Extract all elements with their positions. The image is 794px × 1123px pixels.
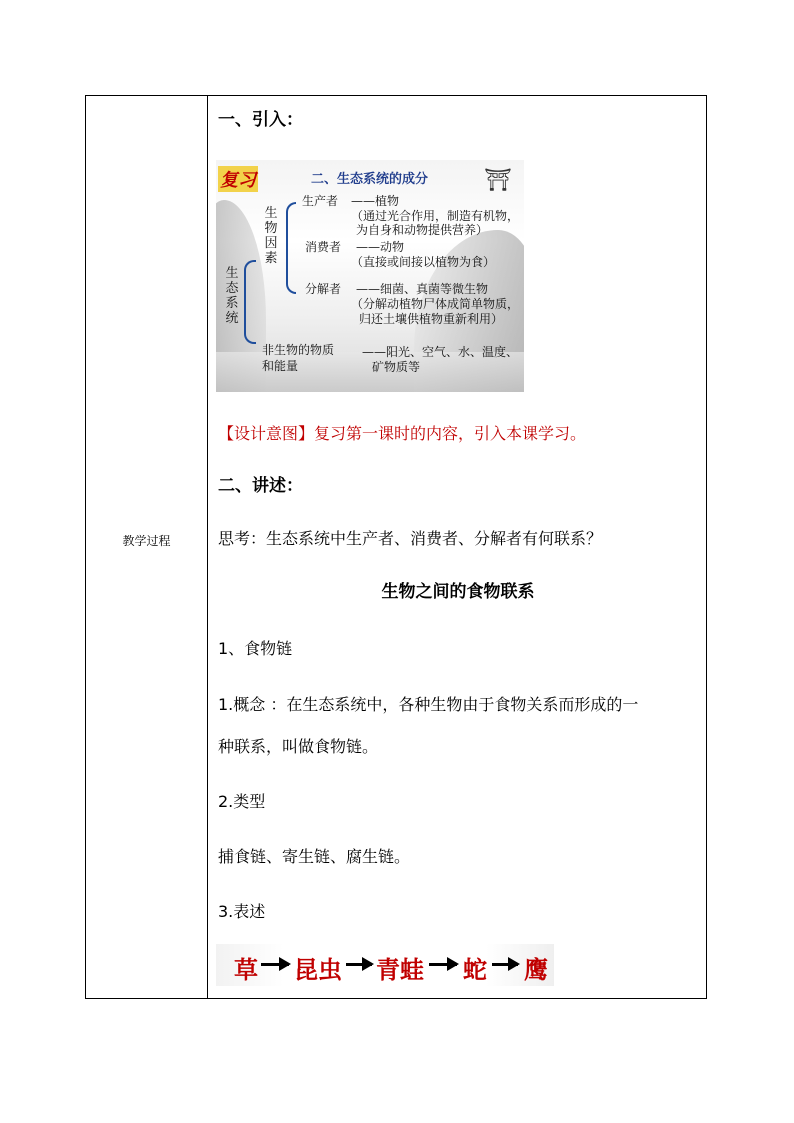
design-intent-text: 复习第一课时的内容，引入本课学习。 xyxy=(314,424,587,443)
nonbio-desc: ——阳光、空气、水、温度、 xyxy=(362,345,519,359)
concept-line-2: 种联系，叫做食物链。 xyxy=(218,737,379,756)
type-heading: 2.类型 xyxy=(218,792,266,811)
consumer-label: 消费者 xyxy=(305,240,342,254)
chain-node: 草 xyxy=(234,955,258,984)
decomposer-label: 分解者 xyxy=(305,282,342,296)
think-question: 思考：生态系统中生产者、消费者、分解者有何联系？ xyxy=(218,529,603,548)
type-text: 捕食链、寄生链、腐生链。 xyxy=(218,847,411,866)
chain-arrow-icon xyxy=(261,963,289,966)
review-title: 二、生态系统的成分 xyxy=(311,172,429,187)
bio-brace xyxy=(286,202,296,294)
bio-factor-label: 生物因素 xyxy=(264,206,278,266)
lecture-heading: 二、讲述： xyxy=(218,476,303,496)
chain-node: 鹰 xyxy=(524,955,548,984)
review-image xyxy=(216,160,524,392)
chain-node: 青蛙 xyxy=(376,955,424,984)
review-badge: 复习 xyxy=(218,166,258,192)
lesson-table xyxy=(85,95,707,999)
intro-heading: 一、引入： xyxy=(218,110,303,130)
food-chain-heading: 1、食物链 xyxy=(218,639,293,658)
nonbio-desc-2: 矿物质等 xyxy=(372,360,421,374)
nonbio-label: 非生物的物质 xyxy=(262,343,335,357)
decomposer-desc-2: （分解动植物尸体成简单物质， xyxy=(351,297,520,311)
chain-arrow-icon xyxy=(492,963,518,966)
expression-heading: 3.表述 xyxy=(218,902,266,921)
decomposer-desc: ——细菌、真菌等微生物 xyxy=(356,282,489,296)
ecosystem-brace xyxy=(244,260,256,344)
center-title: 生物之间的食物联系 xyxy=(381,582,535,602)
nonbio-label-2: 和能量 xyxy=(262,359,299,373)
chain-arrow-icon xyxy=(429,963,457,966)
chain-node: 昆虫 xyxy=(294,955,342,984)
producer-desc-2: （通过光合作用，制造有机物， xyxy=(351,209,520,223)
design-intent xyxy=(218,424,586,444)
content-cell xyxy=(208,96,706,998)
chain-arrow-icon xyxy=(346,963,372,966)
producer-label: 生产者 xyxy=(302,194,339,208)
producer-desc: ——植物 xyxy=(351,194,400,208)
concept-line-1: 1.概念 ：在生态系统中，各种生物由于食物关系而形成的一 xyxy=(218,695,639,714)
producer-desc-3: 为自身和动物提供营养） xyxy=(356,223,489,237)
chain-node: 蛇 xyxy=(463,955,487,984)
consumer-desc: ——动物 xyxy=(356,240,405,254)
pavilion-icon: ⛩ xyxy=(484,168,512,193)
design-intent-tag: 【设计意图】 xyxy=(218,424,315,443)
ecosystem-label: 生态系统 xyxy=(225,266,239,326)
consumer-desc-2: （直接或间接以植物为食） xyxy=(351,255,496,269)
food-chain-diagram xyxy=(216,944,554,986)
section-label: 教学过程 xyxy=(122,534,171,548)
decomposer-desc-3: 归还土壤供植物重新利用） xyxy=(359,312,504,326)
